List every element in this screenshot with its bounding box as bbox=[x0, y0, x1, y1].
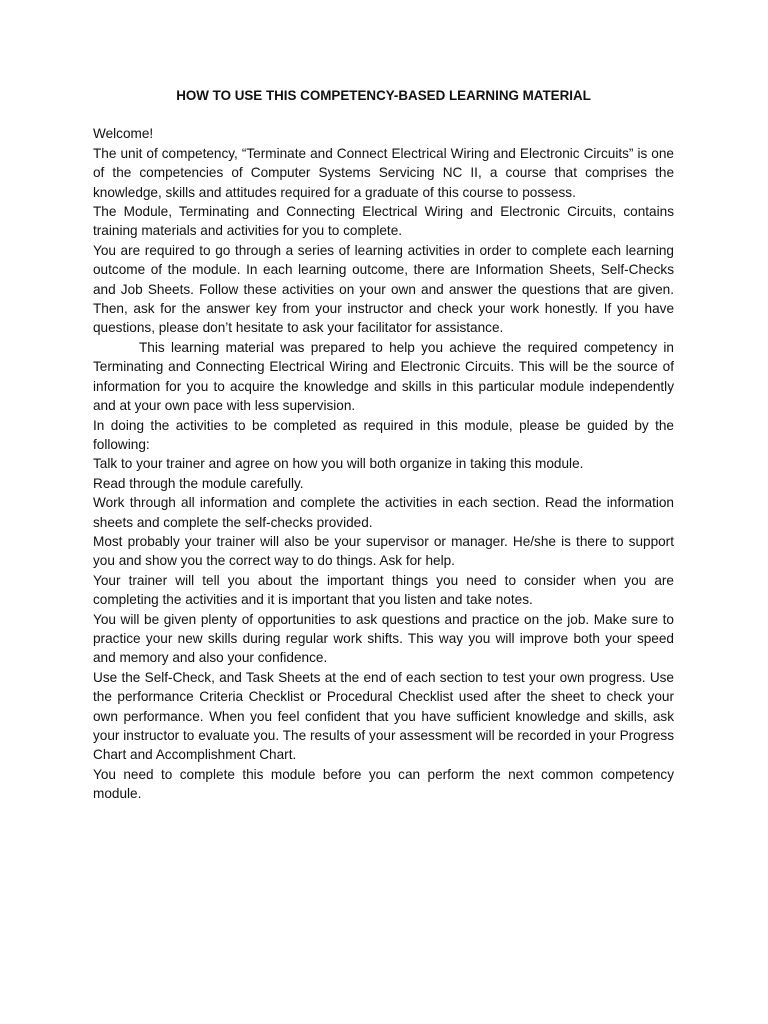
unit-of-competency-paragraph: The unit of competency, “Terminate and Connect Electrical Wiring and Electronic Circuits” is one of the competencies of Computer Systems Servicing NC II, a course that comprises the knowledge, skills and attitudes required for a graduate of this course to possess. bbox=[93, 145, 674, 200]
practice-paragraph: You will be given plenty of opportunities to ask questions and practice on the job. Make sure to practice your new skills during regular work shifts. This way you will improve both your speed and memory and also your confidence. bbox=[93, 611, 674, 666]
self-check-paragraph: Use the Self-Check, and Task Sheets at the end of each section to test your own progress. Use the performance Criteria Checklist or Procedural Checklist used after the sheet to check your own performance. When you feel confident that you have sufficient knowledge and skills, ask your instructor to evaluate you. The results of your assessment will be recorded in your Progress Chart and Accomplishment Chart. bbox=[93, 669, 674, 763]
document-title: HOW TO USE THIS COMPETENCY-BASED LEARNING MATERIAL bbox=[176, 88, 591, 103]
talk-to-trainer-paragraph: Talk to your trainer and agree on how you will both organize in taking this module. bbox=[93, 456, 584, 472]
learning-material-purpose-paragraph: This learning material was prepared to help you achieve the required competency in Terminating and Connecting Electrical Wiring and Electronic Circuits. This will be the source of information for you to acquire the knowledge and skills in this particular module independently and at your own pace with less supervision. bbox=[93, 339, 674, 414]
trainer-supervisor-paragraph: Most probably your trainer will also be your supervisor or manager. He/she is there to support you and show you the correct way to do things. Ask for help. bbox=[93, 533, 674, 569]
guidance-intro-paragraph: In doing the activities to be completed as required in this module, please be guided by the following: bbox=[93, 417, 674, 452]
work-through-paragraph: Work through all information and complete the activities in each section. Read the information sheets and complete the self-checks provided. bbox=[93, 495, 674, 530]
learning-activities-paragraph: You are required to go through a series of learning activities in order to complete each learning outcome of the module. In each learning outcome, there are Information Sheets, Self-Checks and Job Sheets. Follow these activities on your own and answer the questions that are given. Then, ask for the answer key from your instructor and check your work honestly. If you have questions, please don’t hesitate to ask your facilitator for assistance. bbox=[93, 242, 674, 336]
document-page bbox=[93, 86, 674, 804]
read-module-paragraph: Read through the module carefully. bbox=[93, 475, 304, 491]
complete-module-paragraph: You need to complete this module before you can perform the next common competency module. bbox=[93, 766, 674, 802]
module-description-paragraph: The Module, Terminating and Connecting Electrical Wiring and Electronic Circuits, contains training materials and activities for you to complete. bbox=[93, 204, 674, 239]
trainer-tell-paragraph: Your trainer will tell you about the important things you need to consider when you are completing the activities and it is important that you listen and take notes. bbox=[93, 572, 674, 608]
welcome-paragraph: Welcome! bbox=[93, 126, 154, 142]
